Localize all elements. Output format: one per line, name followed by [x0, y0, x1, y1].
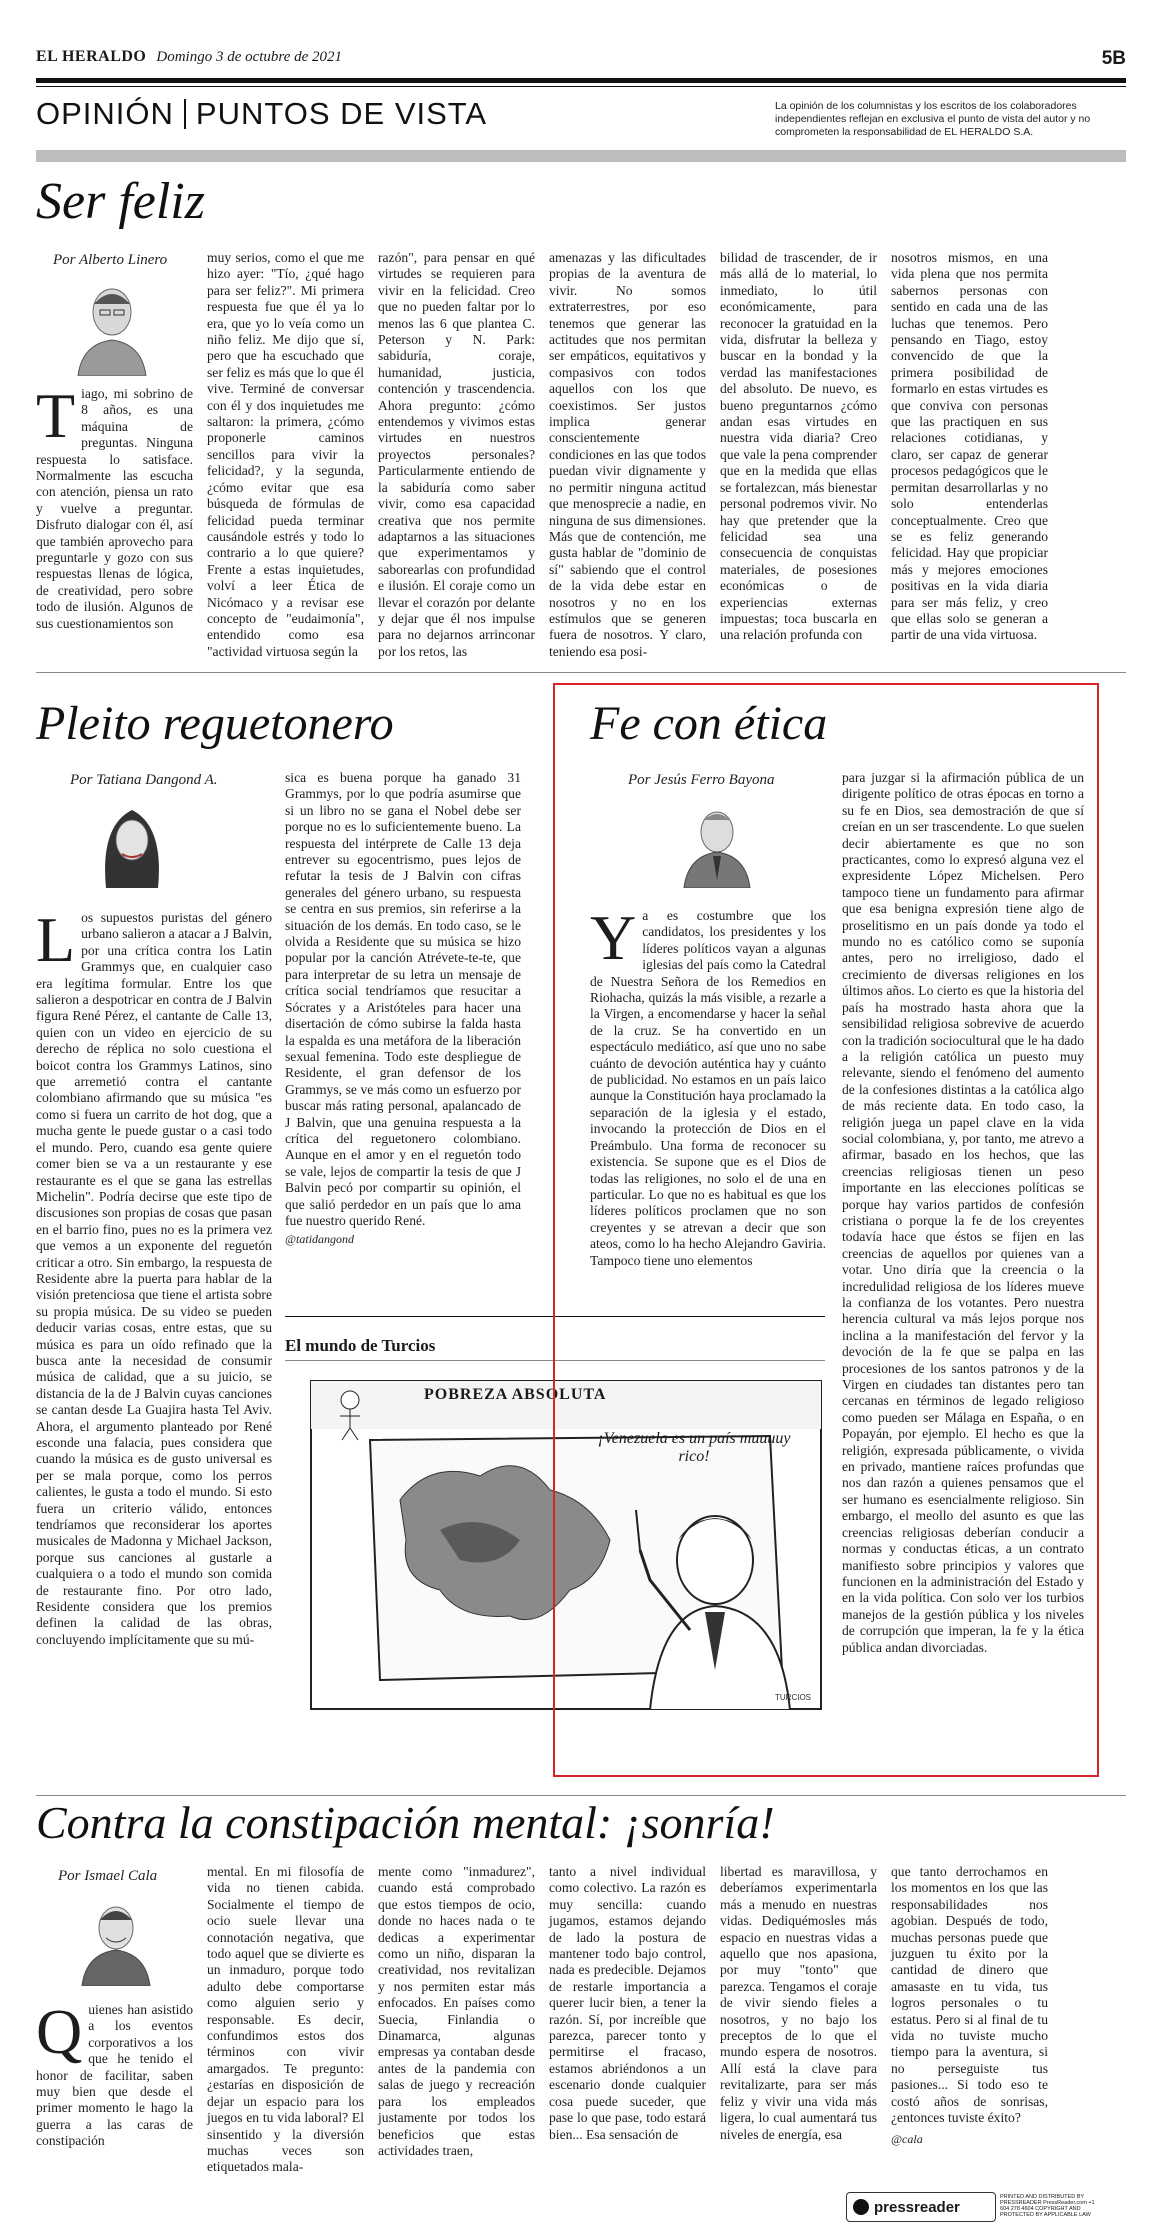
masthead-rule — [36, 78, 1126, 83]
cartoon-anchor — [285, 1318, 287, 1320]
page-number: 5B — [1101, 48, 1126, 69]
article1-col-2: muy serios, como el que me hizo ayer: "Tío, ¿qué hago para ser feliz?". Mi primera respuesta fue que él ya lo era, que yo lo veía como un niño feliz. Me dijo que sí, pero que ha escuchado que ser feliz es más que lo que él vive. Terminé de conversar con él y dos inquietudes me saltaron: la primera, ¿cómo proponerle caminos sencillos para vivir la felicidad?, y la segunda, ¿cómo evitar que esa búsqueda de fórmulas de felicidad pueda terminar causándole estrés y todo lo contrario a lo que quiere? Frente a estas inquietudes, volví a leer Ética de Nicómaco y a revisar ese concepto de "eudaimonía", entendido como esa "actividad virtuosa según la — [207, 250, 364, 659]
pressreader-icon — [853, 2199, 869, 2215]
article4-col-3: mente como "inmadurez", cuando está comprobado que estos tiempos de ocio, donde no haces nada o te dedicas a experimentar como un niño, disparan la creatividad, nos revitalizan y nos permiten estar más enfocados. En países como Suecia, Finlandia o Dinamarca, algunas empresas ya contaban desde antes de la pandemia con salas de juego y recreación para los empleados justamente por todos los beneficios que estas actividades traen, — [378, 1864, 535, 2158]
article4-text-1: uienes han asistido a los eventos corporativos a los que he tenido el honor de facilitar, saben muy bien que desde el primer momento le hago la guerra a las caras de constipación — [36, 2002, 193, 2149]
author-portrait-dangond — [92, 796, 172, 892]
article4-text-6: que tanto derrochamos en los momentos en los que las responsabilidades nos agobian. Después de todo, muchas personas puede que juzguen tu éxito por la cantidad de dinero que amasaste en tu vida, tus logros personales o tu estatus. Pero si al final de tu vida no tuviste mucho tiempo para la aventura, si no perseguiste tus pasiones... Si todo eso te costó años de sonrisas, ¿entonces tuviste éxito? — [891, 1864, 1048, 2126]
article3-col-2: para juzgar si la afirmación pública de un dirigente político de otras épocas en torno a su fe en Dios, sea demostración de que sí creían en un ser trascendente. Lo que suelen decir abiertamente es que no son practicantes, como lo expresó alguna vez el expresidente López Michelsen. Pero tampoco tiene un fundamento para afirmar que esa benigna expresión tiene algo de proselitismo en un país donde ya todo el mundo no es católico como se suponía antes, pero no irreligioso, dado el crecimiento de diversas religiones en los últimos años. Lo cierto es que la historia del país ha mostrado hasta ahora que la sensibilidad religiosa sobrevive de acuerdo con la tradición sociocultural que le ha dado a la religión católica un puesto muy relevante, siendo el fenómeno del aumento de la confesiones distintas a la católica algo de más reciente data. En todo caso, la religión juega un papel clave en la vida social colombiana, y, por tanto, me atrevo a afirmar, basado en los hechos, que las creencias religiosas tienen un peso importante en las elecciones políticas se porque hay varios partidos de confesión cristiana o porque la fe de los creyentes todavía hace que éstos se fijen en las creencias de aquellos por quienes van a votar. Uno diría que la creencia o la incredulidad religiosa de los líderes mueve la confianza de los votantes. Pero nuestra herencia cultural va más lejos porque nos inclina a la manifestación del fervor y la devoción de la fe que se palpa en las procesiones de los santos patronos y de la Virgen en ciudades tan distantes pero tan cercanas en términos de legado religioso como pueden ser Málaga en España, o en Popayán, por ejemplo. El hecho es que la religión, expresada públicamente, o vivida en privado, mantiene raíces profundas que nos dan razón a quienes pensamos que el ser humano es esencialmente religioso. Sin embargo, el meollo del asunto es que las creencias religiosas deberían conducir a normas y conductas éticas, a un contrato manifiesto sobre principios y valores que funcionen en la administración del Estado y en la vida política. Con solo ver los turbios manejos de la gestión pública y los niveles de corrupción que imperan, la fe y la ética pública andan divorciadas. — [842, 770, 1084, 1655]
article4-byline: Por Ismael Cala — [58, 1868, 158, 1884]
article1-col-1 — [36, 380, 193, 632]
drop-cap: T — [36, 380, 76, 451]
pressreader-badge[interactable] — [846, 2192, 996, 2222]
section-header — [36, 96, 487, 132]
article3-col-1 — [590, 902, 826, 1269]
author-portrait-ferro — [680, 800, 754, 888]
author-portrait-cala — [76, 1894, 156, 1986]
article2-byline: Por Tatiana Dangond A. — [70, 772, 218, 788]
issue-date: Domingo 3 de octubre de 2021 — [156, 49, 343, 65]
article4-col-1 — [36, 1996, 193, 2150]
article1-col-4: amenazas y las dificultades propias de la aventura de vivir. No somos extraterrestres, por eso tenemos que generar las actitudes que nos permitan ser empáticos, equitativos y compasivos con todos aquellos con los que coexistimos. Ser justos implica generar conscientemente condiciones en las que todos puedan vivir dignamente y no permitir ninguna actitud que menosprecie a nadie, en ninguna de sus dimensiones. Más que de contención, me gusta hablar de "dominio de sí" sabiendo que el control de la vida debe estar en nosotros y no en los estímulos que se generen fuera de nosotros. Y claro, teniendo esa posi- — [549, 250, 706, 659]
drop-cap: L — [36, 904, 76, 975]
cartoon-speech-bubble: ¡Venezuela es un país muuuuy rico! — [597, 1430, 791, 1465]
article1-col-3: razón", para pensar en qué virtudes se requieren para vivir en la felicidad. Creo que no pueden faltar por lo menos las 6 que plantea C. Peterson y N. Park: sabiduría, coraje, humanidad, justicia, contención y trascendencia. Ahora pregunto: ¿cómo entendemos y vivimos estas virtudes en nuestros proyectos personales? Particularmente entiendo de la sabiduría como saber vivir, como esa capacidad creativa que nos permite adaptarnos a las situaciones que experimentamos y saborearlas con profundidad e ilusión. El coraje como un llevar el corazón por delante y dejar que él nos impulse para no dejarnos arrinconar por los retos, las — [378, 250, 535, 659]
article4-handle: @cala — [891, 2131, 923, 2146]
article1-text-1: iago, mi sobrino de 8 años, es una máquina de preguntas. Ninguna respuesta lo satisface. Normalmente las escucha con atención, piensa un rato y vuelve a preguntar. Disfruto dialogar con él, así que también aprovecho para preguntarle y gozo con sus respuestas llenas de lógica, de creatividad, pero sobre todo de ilusión. Algunos de sus cuestionamientos son — [36, 386, 193, 631]
article-divider — [36, 672, 1126, 673]
article1-col-5: bilidad de trascender, de ir más allá de lo material, lo inmediato, lo útil económicamente, para reconocer la gratuidad en la vida, disfrutar la belleza y buscar en la bondad y la verdad las manifestaciones del absoluto. De nuevo, es bueno preguntarnos ¿cómo andan esas virtudes en nuestra vida diaria? Creo que vale la pena comprender que en la medida que ellas se fortalezcan, más bienestar personal podremos vivir. No hay que pretender que la felicidad sea una consecuencia de conquistas materiales, de posesiones económicas o de experiencias externas impuestas; toca buscarla en una relación profunda con — [720, 250, 877, 643]
section-gray-bar — [36, 150, 1126, 162]
section-opinion: OPINIÓN — [36, 96, 174, 131]
pressreader-fineprint: PRINTED AND DISTRIBUTED BY PRESSREADER PressReader.com +1 604 278 4604 COPYRIGHT AND PROTECTED BY APPLICABLE LAW — [1000, 2194, 1095, 2218]
drop-cap: Y — [590, 902, 637, 973]
drop-cap: Q — [36, 1996, 83, 2067]
article1-title: Ser feliz — [36, 173, 205, 230]
article1-col-6: nosotros mismos, en una vida plena que nos permita sabernos personas con sentido en cada una de las luchas que tenemos. Pero pensando en Tiago, estoy convencido de que la primera posibilidad de formarlo en estas virtudes es que conviva con personas que las practiquen en sus relaciones cotidianas, y claro, ser capaz de generar procesos pedagógicos que le permitan desarrollarlas y no solo entenderlas conceptualmente. Creo que se es feliz generando felicidad. Hay que propiciar más y mejores emociones positivas en la vida diaria para ser más feliz, y creo que ellas solo se generan a partir de una vida virtuosa. — [891, 250, 1048, 643]
article2-col-2 — [285, 770, 521, 1248]
cartoon-section-title: El mundo de Turcios — [285, 1336, 436, 1355]
disclaimer: La opinión de los columnistas y los escritos de los colaboradores independientes reflejan en exclusiva el punto de vista del autor y no comprometen la responsabilidad de EL HERALDO S.A. — [775, 100, 1091, 138]
masthead-rule-thin — [36, 86, 1126, 87]
article4-col-5: libertad es maravillosa, y deberíamos experimentarla más a menudo en nuestras vidas. Dediquémosles más espacio en nuestras vidas a aquello que nos apasiona, por muy "tonto" que parezca. Tengamos el coraje de vivir siendo fieles a nosotros, y no bajo los preceptos de lo que el mundo espera de nosotros. Allí está la clave para revitalizarte, para ser más feliz y vivir una vida más ligera, lo cual aumentará tus niveles de energía, esa — [720, 1864, 877, 2142]
pressreader-logo: pressreader — [874, 2198, 960, 2216]
cartoon-caption: POBREZA ABSOLUTA — [424, 1386, 607, 1403]
article2-col-1 — [36, 904, 272, 1648]
article2-text-1: os supuestos puristas del género urbano salieron a atacar a J Balvin, por una crítica contra los Latin Grammys que, en cualquier caso era legítima formular. Entre los que salieron a despotricar en contra de J Balvin figura René Pérez, el cantante de Calle 13, quien con un video en ejercicio de su derecho de réplica no solo cuestiona el boicot contra los Grammys Latinos, sino que arremetió contra el cantante colombiano afirmando que su música "es como si fuera un carrito de hot dog, que a mucha gente le puede gustar o a casi todo el mundo. Pero, cuando esa gente quiere comer bien se va a un restaurante y ese restaurante es el que se gana las estrellas Michelin". Podría decirse que este tipo de discusiones son propias de cosas que pasan en el barrio fino, pues no es la primera vez que vemos a un exponente del reguetón criticar a otro. Sin embargo, la respuesta de Residente abre la puerta para hablar de la visión pretenciosa que tiene el artista sobre su propia música. De su video se pueden deducir varias cosas, entre estas, que su música es para un oído refinado que la busca ante la necesidad de consumir música de calidad, que a su juicio, se distancia de la de J Balvin cuyas canciones se cantan desde La Guajira hasta Tel Aviv. Ahora, el argumento planteado por René esconde una falacia, pues considera que cuando la música es de gusto universal es per se mala porque, como los perros calientes, le gusta a todo el mundo. Si esto fuera un criterio válido, entonces tendríamos que reconsiderar los aportes musicales de Madonna y Michael Jackson, porque sus canciones al gustarle a cualquiera o a todo el mundo son comida de restaurante fino. Por otro lado, Residente considera que los premios definen la calidad de las obras, concluyendo implícitamente que su mú- — [36, 910, 272, 1647]
article2-title: Pleito reguetonero — [36, 697, 394, 750]
article4-title: Contra la constipación mental: ¡sonría! — [36, 1797, 775, 1848]
article2-handle: @tatidangond — [285, 1232, 355, 1247]
section-puntos: PUNTOS DE VISTA — [195, 96, 488, 131]
masthead — [36, 48, 1126, 70]
article2-text-2: sica es buena porque ha ganado 31 Grammys, por lo que podría asumirse que si un libro no se gana el Nobel debe ser porque no es lo suficientemente bueno. La respuesta del intérprete de Calle 13 deja entrever su egocentrismo, pues lejos de refutar la tesis de J Balvin con cifras generales del género urbano, su respuesta se centra en sus premios, sin referirse a la situación de los demás. En todo caso, se le olvida a Residente que su música se hizo popular por la canción Atrévete-te-te, que para interpretar de su letra un mensaje de crítica social tendríamos que resucitar a Sócrates y a Aristóteles para hacer una disertación de cómo subirse la falda hasta la espalda es una metáfora de la liberación sexual femenina. Todo este despliegue de Residente, el gran defensor de los Grammys, se ve más como un esfuerzo por buscar más rating personal, apalancado de J Balvin, que una genuina respuesta a la crítica del reguetonero colombiano. Aunque en el amor y en el reguetón todo se vale, lejos de compartir la tesis de que J Balvin pecó por compartir su opinión, el que salió perdedor en un país que lo ama fue nuestro querido René. — [285, 770, 521, 1228]
section-divider — [184, 99, 186, 129]
article3-byline: Por Jesús Ferro Bayona — [628, 772, 775, 788]
paper-name: EL HERALDO — [36, 48, 147, 65]
article4-col-6 — [891, 1864, 1048, 2147]
cartoon-signature: TURCIOS — [775, 1693, 811, 1702]
article4-col-4: tanto a nivel individual como colectivo. La razón es muy sencilla: cuando jugamos, estamos dejando de lado la postura de mantener todo bajo control, nada es predecible. Dejamos de restarle importancia a querer lucir bien, a tener la razón. Sí, por increíble que parezca, parecer tonto y permitirse el fracaso, estamos abriéndonos a un escenario donde cualquier cosa puede suceder, que pase lo que pase, todo estará bien... Esa sensación de — [549, 1864, 706, 2142]
article3-text-1: a es costumbre que los candidatos, los presidentes y los líderes políticos vayan a algunas iglesias del país como la Catedral de Nuestra Señora de los Remedios en Riohacha, quizás la más visible, a rezarle a la Virgen, a encomendarse y hacer la señal de la cruz. Se ha convertido en un espectáculo mediático, así que uno no sabe cuánto de devoción auténtica hay y cuánto de publicidad. No estamos en un país laico aunque la Constitución haya proclamado la separación de la iglesia y el estado, invocando la protección de Dios en el Preámbulo. Una forma de reconocer su existencia. Se supone que es el Dios de todas las religiones, no solo el de una en particular. Lo que no es habitual es que los líderes políticos proclamen que no son creyentes y se atrevan a decir que son ateos, como lo ha hecho Alejandro Gaviria. Tampoco tiene uno elementos — [590, 908, 826, 1268]
author-portrait-linero — [72, 278, 152, 376]
article1-byline: Por Alberto Linero — [53, 252, 168, 268]
article4-col-2: mental. En mi filosofía de vida no tienen cabida. Socialmente el tiempo de ocio suele llevar una connotación negativa, que todo aquel que se divierte es un inmaduro, porque todo adulto debe comportarse como alguien serio y responsable. Es decir, confundimos estos dos términos con vivir amargados. Te pregunto: ¿estarías en disposición de dejar un espacio para los juegos en tu vida laboral? El sinsentido y la diversión muchas veces son etiquetados mala- — [207, 1864, 364, 2175]
article3-title: Fe con ética — [590, 697, 828, 750]
